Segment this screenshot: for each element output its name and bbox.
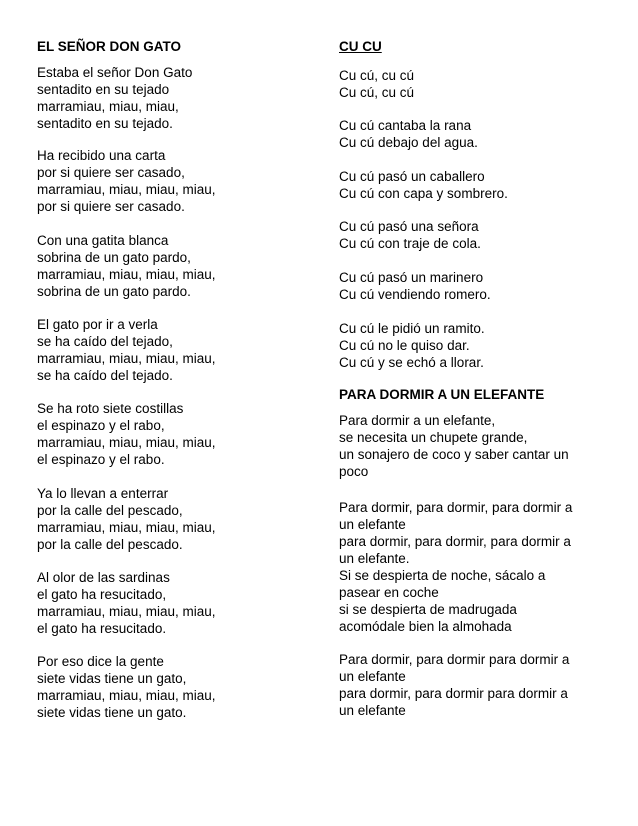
verse-line: se ha caído del tejado. (37, 368, 173, 383)
verse-line: por la calle del pescado, (37, 503, 183, 518)
verse-line: por si quiere ser casado, (37, 165, 185, 180)
verse-line: marramiau, miau, miau, miau, (37, 351, 216, 366)
song-title-para-dormir-a-un-elefante: PARA DORMIR A UN ELEFANTE (339, 387, 545, 402)
verse-line: acomódale bien la almohada (339, 619, 512, 634)
verse-line: un elefante (339, 703, 406, 718)
verse-line: Cu cú le pidió un ramito. (339, 321, 485, 336)
verse-line: un elefante (339, 517, 406, 532)
verse-line: marramiau, miau, miau, miau, (37, 182, 216, 197)
stanza (37, 485, 216, 553)
verse-line: Por eso dice la gente (37, 654, 164, 669)
stanza (37, 316, 216, 384)
verse-line: poco (339, 464, 369, 479)
stanza (339, 168, 508, 202)
stanza (37, 232, 216, 300)
verse-line: un sonajero de coco y saber cantar un (339, 447, 569, 462)
verse-line: Para dormir a un elefante, (339, 413, 496, 428)
stanza (339, 218, 481, 252)
verse-line: el espinazo y el rabo, (37, 418, 165, 433)
verse-line: Con una gatita blanca (37, 233, 169, 248)
stanza (37, 653, 216, 721)
verse-line: sentadito en su tejado (37, 82, 170, 97)
verse-line: Para dormir, para dormir para dormir a (339, 652, 570, 667)
verse-line: Cu cú con capa y sombrero. (339, 186, 508, 201)
verse-line: Se ha roto siete costillas (37, 401, 184, 416)
verse-line: el espinazo y el rabo. (37, 452, 165, 467)
stanza (339, 117, 478, 151)
verse-line: Estaba el señor Don Gato (37, 65, 193, 80)
verse-line: Cu cú pasó un marinero (339, 270, 484, 285)
verse-line: Cu cú pasó un caballero (339, 169, 485, 184)
stanza (37, 64, 192, 132)
verse-line: siete vidas tiene un gato, (37, 671, 187, 686)
verse-line: marramiau, miau, miau, miau, (37, 267, 216, 282)
verse-line: siete vidas tiene un gato. (37, 705, 187, 720)
stanza (37, 569, 216, 637)
verse-line: sentadito en su tejado. (37, 116, 173, 131)
verse-line: Cu cú pasó una señora (339, 219, 479, 234)
verse-line: para dormir, para dormir, para dormir a (339, 534, 571, 549)
verse-line: el gato ha resucitado. (37, 621, 167, 636)
stanza (339, 320, 485, 371)
stanza (339, 651, 569, 719)
verse-line: El gato por ir a verla (37, 317, 158, 332)
verse-line: Si se despierta de noche, sácalo a (339, 568, 546, 583)
verse-line: Cu cú cantaba la rana (339, 118, 472, 133)
stanza (339, 269, 491, 303)
verse-line: Cu cú y se echó a llorar. (339, 355, 484, 370)
verse-line: por si quiere ser casado. (37, 199, 185, 214)
verse-line: marramiau, miau, miau, miau, (37, 435, 216, 450)
stanza (339, 67, 414, 101)
verse-line: marramiau, miau, miau, miau, (37, 604, 216, 619)
song-title-el-senor-don-gato: EL SEÑOR DON GATO (37, 39, 182, 54)
verse-line: sobrina de un gato pardo. (37, 284, 191, 299)
verse-line: marramiau, miau, miau, miau, (37, 520, 216, 535)
verse-line: Cu cú, cu cú (339, 68, 415, 83)
stanza (339, 499, 572, 635)
verse-line: marramiau, miau, miau, miau, (37, 688, 216, 703)
verse-line: Cu cú vendiendo romero. (339, 287, 491, 302)
song-title-cu-cu: CU CU (339, 39, 382, 54)
stanza (37, 147, 216, 215)
verse-line: sobrina de un gato pardo, (37, 250, 191, 265)
verse-line: Cu cú, cu cú (339, 85, 415, 100)
verse-line: por la calle del pescado. (37, 537, 183, 552)
verse-line: marramiau, miau, miau, (37, 99, 179, 114)
verse-line: se ha caído del tejado, (37, 334, 173, 349)
verse-line: Ha recibido una carta (37, 148, 166, 163)
verse-line: Para dormir, para dormir, para dormir a (339, 500, 573, 515)
verse-line: Cu cú no le quiso dar. (339, 338, 470, 353)
verse-line: Cu cú debajo del agua. (339, 135, 478, 150)
verse-line: Cu cú con traje de cola. (339, 236, 481, 251)
verse-line: se necesita un chupete grande, (339, 430, 528, 445)
verse-line: Ya lo llevan a enterrar (37, 486, 169, 501)
verse-line: el gato ha resucitado, (37, 587, 167, 602)
verse-line: pasear en coche (339, 585, 439, 600)
verse-line: si se despierta de madrugada (339, 602, 517, 617)
verse-line: un elefante (339, 669, 406, 684)
stanza (339, 412, 569, 480)
verse-line: Al olor de las sardinas (37, 570, 170, 585)
verse-line: para dormir, para dormir para dormir a (339, 686, 568, 701)
stanza (37, 400, 216, 468)
verse-line: un elefante. (339, 551, 410, 566)
